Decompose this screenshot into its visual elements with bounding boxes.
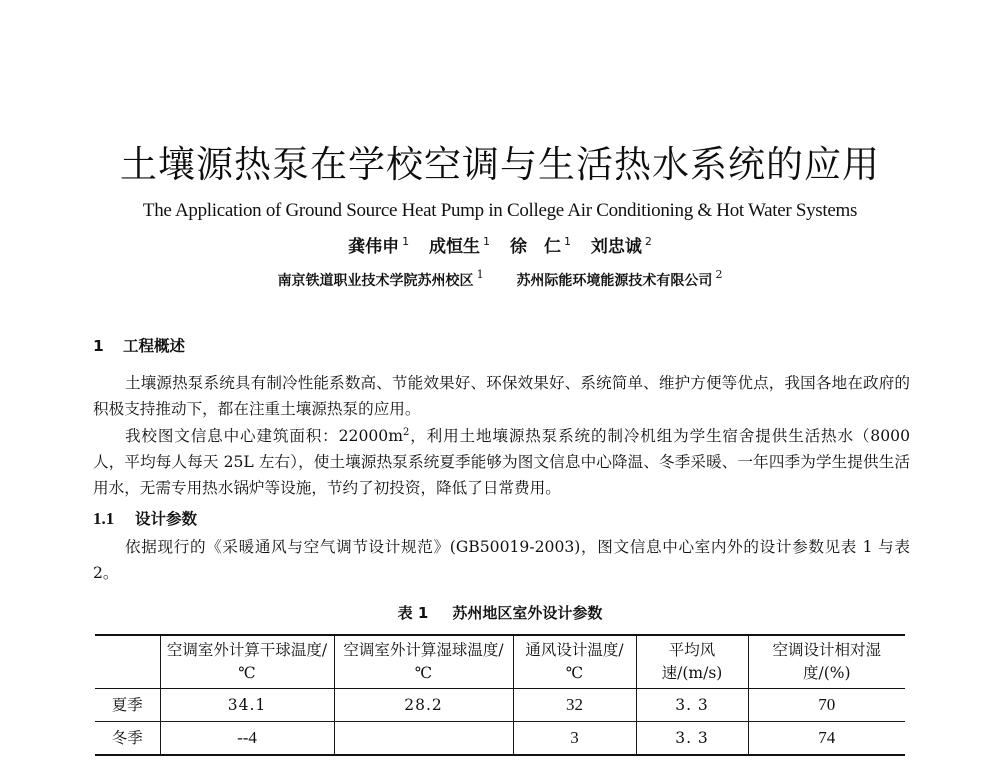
header-cell-vent-temp: 通风设计温度/℃ [513,635,636,689]
vent-temp-cell: 32 [513,689,636,722]
author-list [0,230,1000,259]
wind-speed-cell: 3. 3 [636,722,748,756]
section-title: 工程概述 [123,337,186,355]
author: 刘忠诚 $^2$ [590,235,652,257]
paragraph-intro: 土壤源热泵系统具有制冷性能系数高、节能效果好、环保效果好、系统简单、维护方便等优点，我国各地在政府的积极支持推动下，都在注重土壤源热泵的应用。 [93,374,910,418]
outdoor-design-params-table [95,634,905,756]
humidity-cell: 74 [748,722,905,756]
dry-bulb-cell: 34.1 [160,689,334,722]
table-caption [0,601,1000,625]
section-number: 1.1 [93,509,115,528]
paper-title-chinese: 土壤源热泵在学校空调与生活热水系统的应用 [120,143,880,186]
table-header-row [95,635,905,689]
paragraph-building: 我校图文信息中心建筑面积：$22000m^2$，利用土地壤源热泵系统的制冷机组为学生宿舍提供生活热水（8000 人，平均每人每天 25L 左右），使土壤源热泵系统夏季能够为图文信息中心降温、冬季采暖、一年四季为学生提供生活用水，无需专用热水锅炉等设施，节约了初投资，降低了日常费用。 [93,427,910,497]
author: 龚伟申 $^1$ [348,235,410,257]
header-cell-wind-speed: 平均风速/(m/s) [636,635,748,689]
paragraph-design-params: 依据现行的《采暖通风与空气调节设计规范》(GB50019-2003)，图文信息中心室内外的设计参数见表 1 与表 2。 [93,538,910,582]
season-cell: 冬季 [95,722,160,756]
paper-title-english: The Application of Ground Source Heat Pump in College Air Conditioning & Hot Water Systems [142,200,858,221]
section-title: 设计参数 [135,509,198,528]
dry-bulb-cell: --4 [160,722,334,756]
author: 徐 仁 $^1$ [509,235,571,257]
section-heading-1-1 [93,507,197,531]
season-cell: 夏季 [95,689,160,722]
wind-speed-cell: 3. 3 [636,689,748,722]
section-number: 1 [93,337,104,355]
header-cell-humidity: 空调设计相对湿度/(%) [748,635,905,689]
table-title: 苏州地区室外设计参数 [452,604,603,622]
table-row [95,689,905,722]
wet-bulb-cell [334,722,513,756]
affiliation: 苏州际能环境能源技术有限公司 $^2$ [516,268,723,289]
section-heading-1 [93,334,185,358]
wet-bulb-cell: 28.2 [334,689,513,722]
header-cell-empty [95,635,160,689]
vent-temp-cell: 3 [513,722,636,756]
affiliation-list [0,264,1000,292]
table-row [95,722,905,756]
affiliation: 南京铁道职业技术学院苏州校区 $^1$ [277,268,484,289]
table-label: 表 1 [397,604,429,622]
header-cell-dry-bulb: 空调室外计算干球温度/℃ [160,635,334,689]
humidity-cell: 70 [748,689,905,722]
author: 成恒生 $^1$ [429,235,491,257]
header-cell-wet-bulb: 空调室外计算湿球温度/℃ [334,635,513,689]
